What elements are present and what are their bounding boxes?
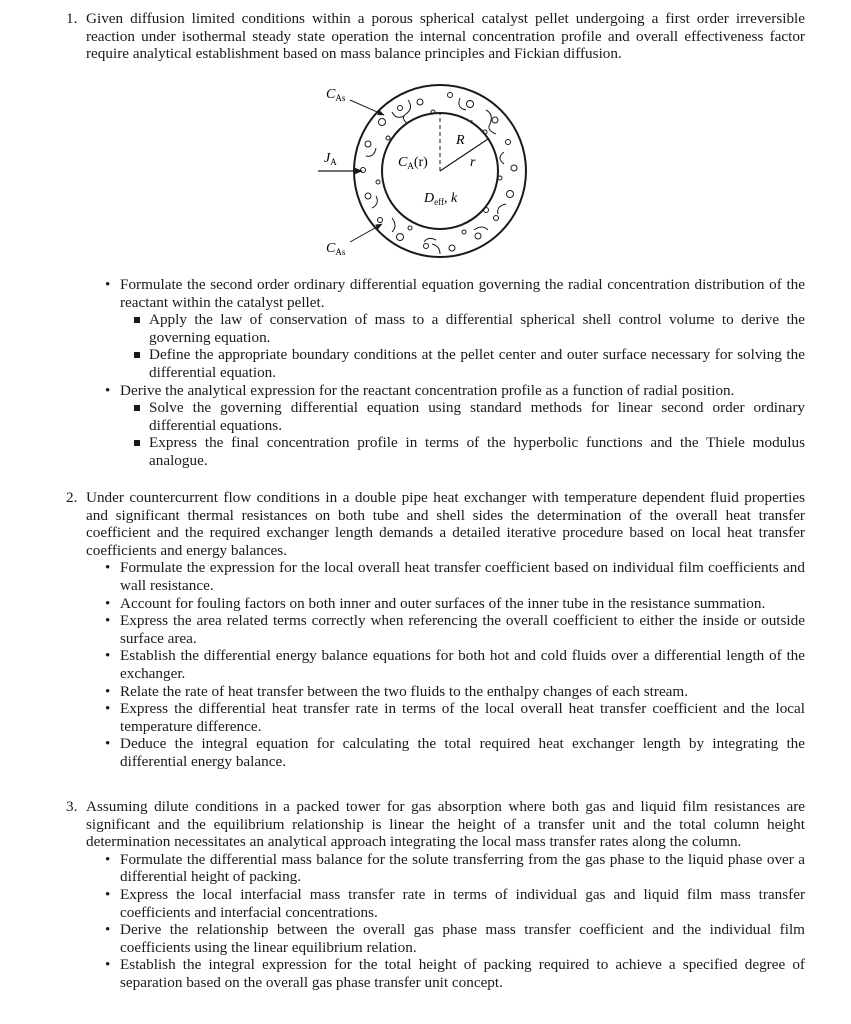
list-item: • Formulate the expression for the local overall heat transfer coefficient based on individual film coefficients and wall resistance. (105, 559, 805, 594)
bullet-marker: • (105, 594, 111, 612)
question-3 (60, 798, 805, 992)
bullet-list (60, 851, 805, 992)
bullet-list (60, 276, 805, 470)
bullet-marker: • (105, 682, 111, 700)
list-item: • Formulate the second order ordinary differential equation governing the radial concentration distribution of the reactant within the catalyst pellet. Apply the law of conservation of mass to a differential spherical shell control volume to derive the governing equation. Define the appropriate boundary conditions at the pellet center and outer surface necessary for solving the differential equation. (60, 276, 805, 382)
list-item: • Deduce the integral equation for calculating the total required heat exchanger length by integrating the differential energy balance. (105, 735, 805, 770)
list-item: Apply the law of conservation of mass to a differential spherical shell control volume to derive the governing equation. (60, 311, 805, 346)
square-bullet-icon (134, 405, 140, 411)
list-item: • Account for fouling factors on both inner and outer surfaces of the inner tube in the resistance summation. (105, 594, 766, 612)
bullet-marker: • (105, 612, 111, 630)
list-item: Solve the governing differential equation using standard methods for linear second order ordinary differential equations. (60, 399, 805, 434)
question-1-bullets (60, 276, 805, 470)
bullet-marker: • (105, 956, 111, 974)
bullet-marker: • (105, 921, 111, 939)
label-r: r (470, 155, 476, 170)
list-item: • Establish the differential energy balance equations for both hot and cold fluids over a differential length of the exchanger. (105, 647, 805, 682)
question-2 (60, 489, 805, 771)
bullet-marker: • (105, 276, 111, 293)
question-number: 3. (66, 798, 78, 815)
list-item: • Relate the rate of heat transfer between the two fluids to the enthalpy changes of each stream. (105, 682, 689, 700)
bullet-marker: • (105, 735, 111, 753)
label-ca-r: $C_A(r)$ (398, 155, 428, 171)
bullet-list (60, 559, 805, 770)
sub-bullet-list (60, 399, 805, 469)
list-item: • Express the area related terms correctly when referencing the overall coefficient to either the inside or outside surface area. (105, 612, 805, 647)
question-1 (60, 10, 805, 63)
label-ja: $J_A$ (324, 151, 337, 167)
list-item: • Derive the analytical expression for the reactant concentration profile as a function of radial position. Solve the governing differential equation using standard methods for linear second order ordinary differential equations. Express the final concentration profile in terms of the hyperbolic functions and the Thiele modulus analogue. (60, 382, 805, 470)
question-number: 2. (66, 489, 78, 506)
square-bullet-icon (134, 352, 140, 358)
list-item: • Express the differential heat transfer rate in terms of the local overall heat transfer coefficient and the local temperature difference. (105, 700, 805, 735)
question-number: 1. (66, 10, 78, 27)
list-item: • Derive the relationship between the overall gas phase mass transfer coefficient and the individual film coefficients using the linear equilibrium relation. (105, 921, 805, 956)
square-bullet-icon (134, 317, 140, 323)
list-item: Define the appropriate boundary conditions at the pellet center and outer surface necessary for solving the differential equation. (60, 346, 805, 381)
bullet-marker: • (105, 885, 111, 903)
list-item: Express the final concentration profile in terms of the hyperbolic functions and the Thiele modulus analogue. (60, 434, 805, 469)
square-bullet-icon (134, 440, 140, 446)
bullet-marker: • (105, 647, 111, 665)
bullet-marker: • (105, 381, 111, 399)
list-item: • Formulate the differential mass balance for the solute transferring from the gas phase to the liquid phase over a differential height of packing. (105, 850, 805, 886)
list-item: • Establish the integral expression for the total height of packing required to achieve a specified degree of separation based on the overall gas phase transfer unit concept. (105, 956, 805, 991)
question-text: Under countercurrent flow conditions in a double pipe heat exchanger with temperature dependent fluid properties and significant thermal resistances on both tube and shell sides the determination of the overall heat transfer coefficient and the required exchanger length demands a detailed iterative procedure based on local heat transfer coefficients and energy balances. (86, 489, 805, 559)
sub-bullet-list (60, 311, 805, 381)
cas-bottom-pointer (350, 224, 382, 242)
list-item: • Express the local interfacial mass transfer rate in terms of individual gas and liquid film mass transfer coefficients and interfacial concentrations. (105, 885, 805, 921)
label-deff-k: $D_{eff}$, k (424, 191, 458, 207)
bullet-marker: • (105, 700, 111, 718)
label-cas-top: $C_{As}$ (326, 87, 346, 103)
bullet-marker: • (105, 559, 111, 577)
cas-top-pointer (350, 100, 384, 115)
catalyst-pellet-diagram (300, 82, 560, 260)
label-cas-bottom: $C_{As}$ (326, 241, 346, 257)
bullet-marker: • (105, 850, 111, 868)
question-text: Given diffusion limited conditions within a porous spherical catalyst pellet undergoing a first order irreversible reaction under isothermal steady state operation the internal concentration profile and overall effectiveness factor require analytical establishment based on mass balance principles and Fickian diffusion. (86, 10, 805, 63)
label-R: R (456, 133, 465, 148)
question-text: Assuming dilute conditions in a packed tower for gas absorption where both gas and liquid film resistances are significant and the equilibrium relationship is linear the height of a transfer unit and the total column height determination necessitates an analytical approach integrating the local mass transfer rates along the column. (86, 798, 805, 851)
